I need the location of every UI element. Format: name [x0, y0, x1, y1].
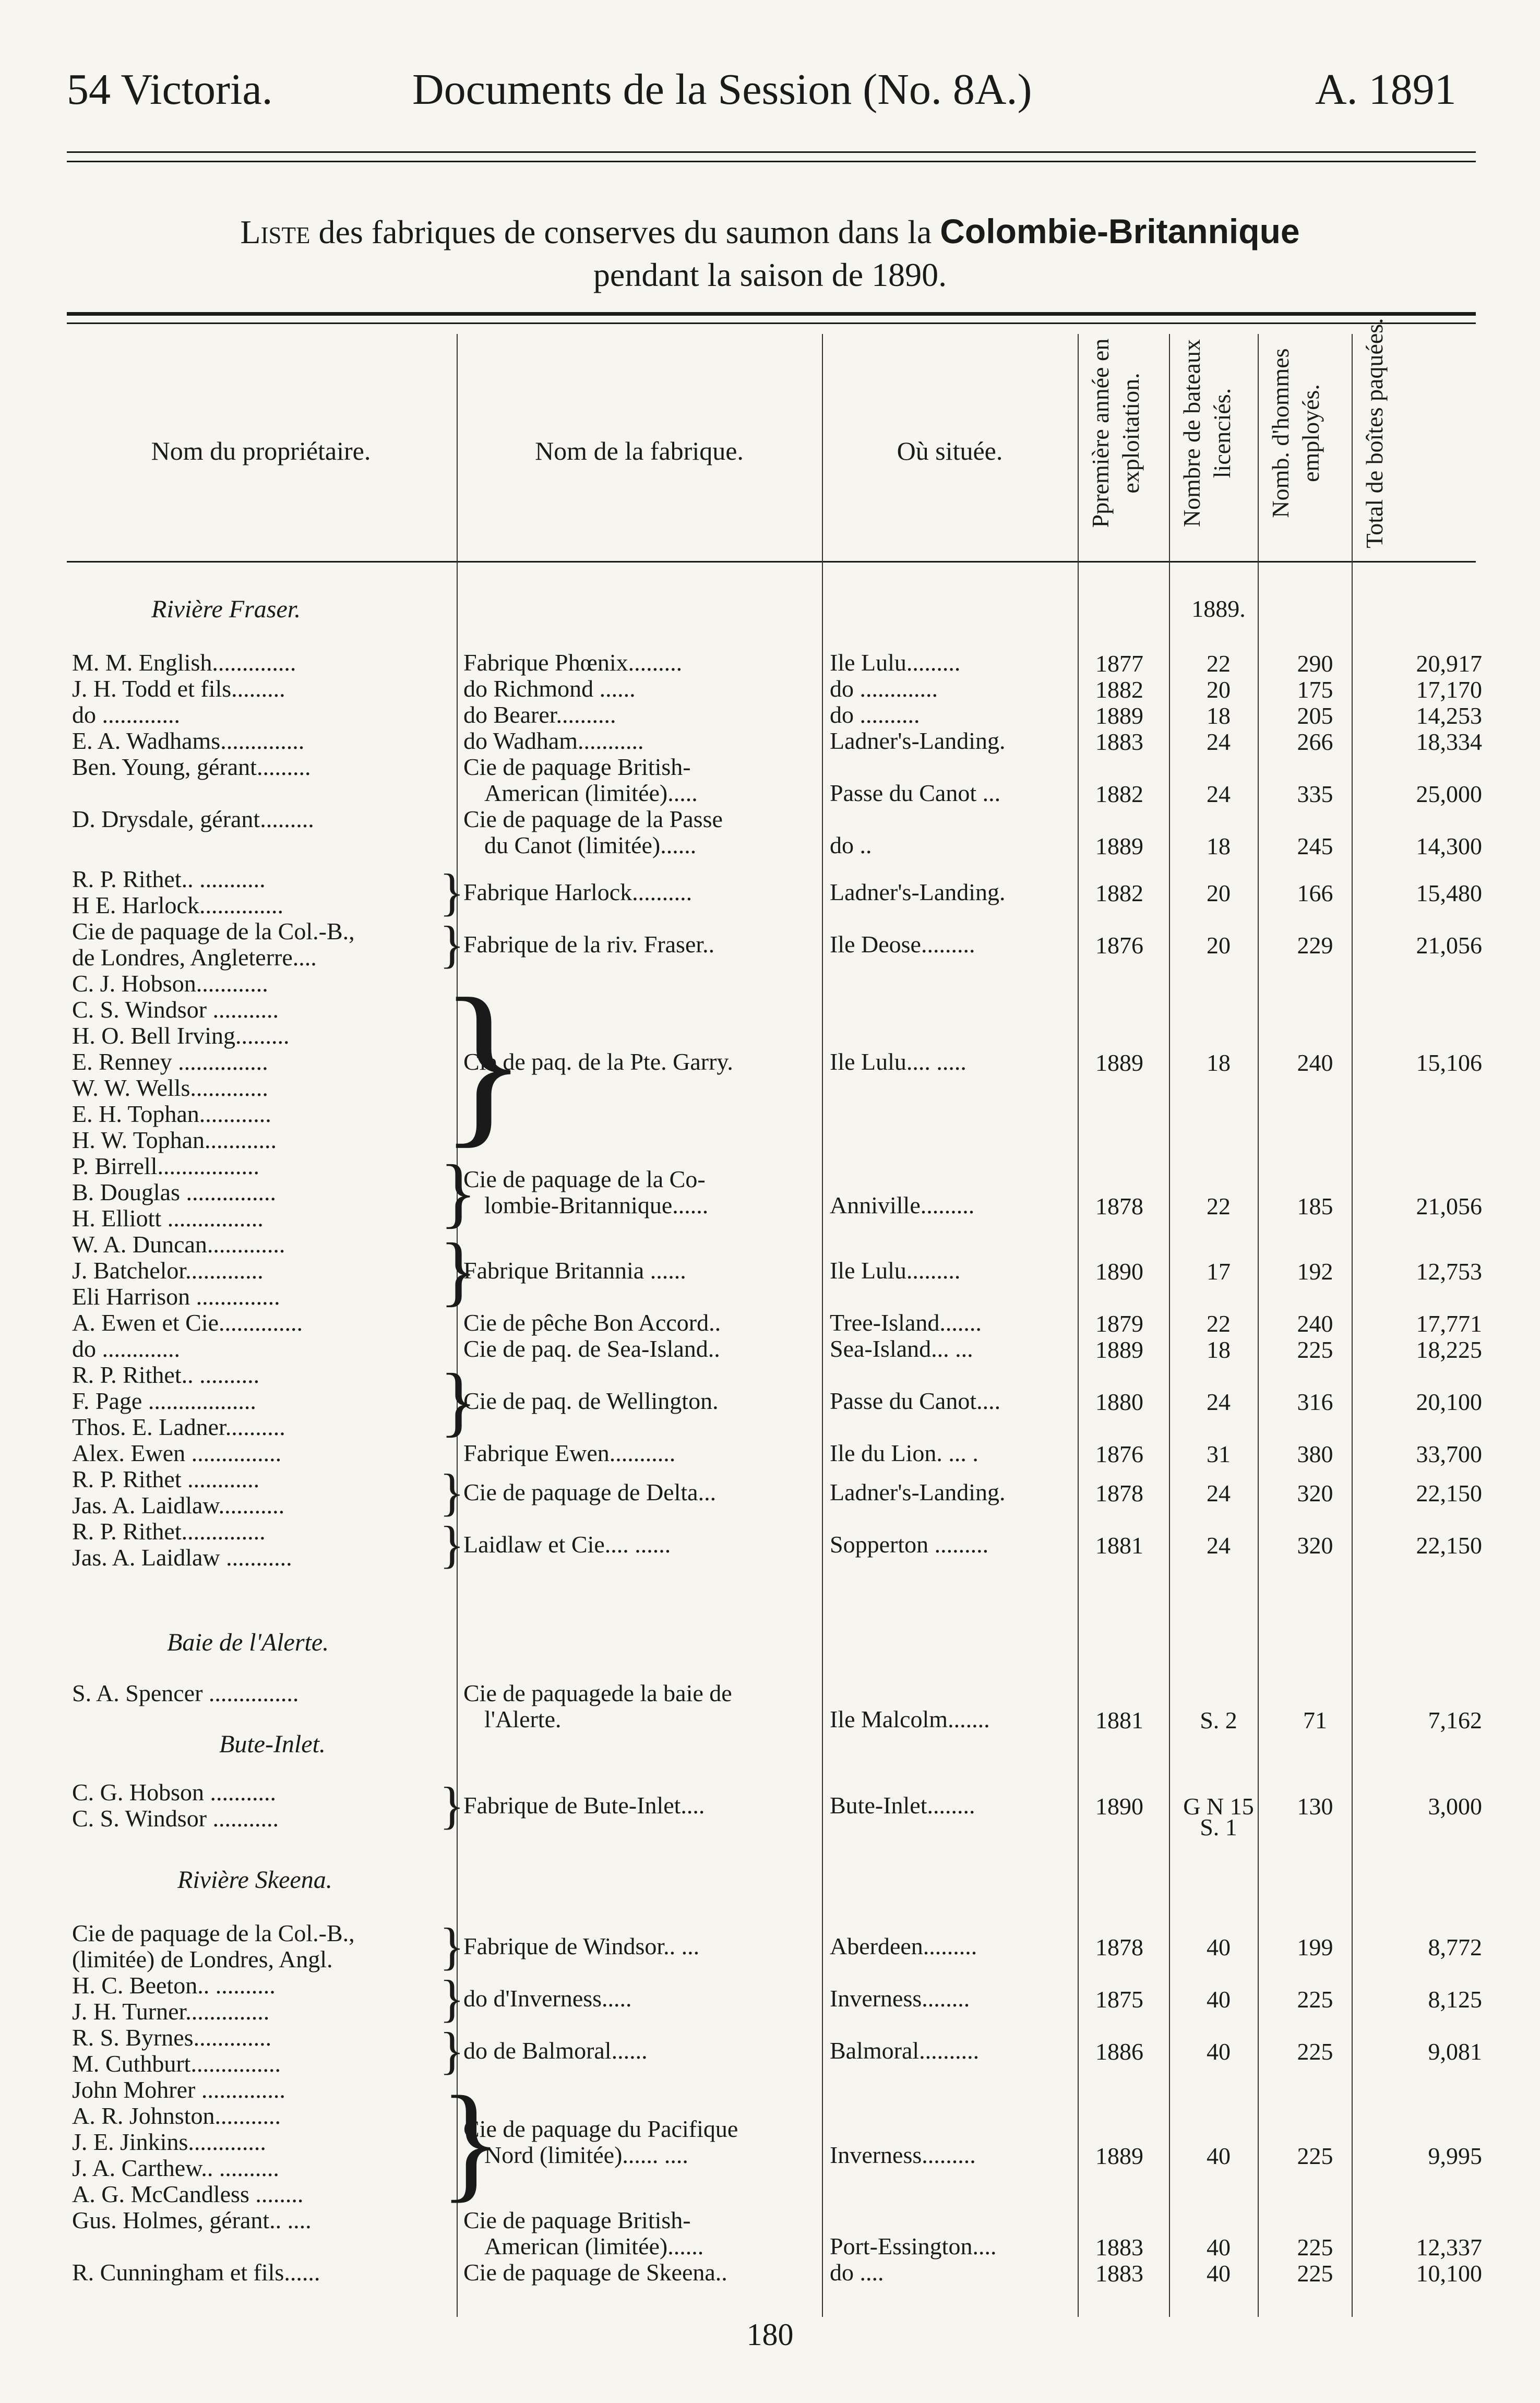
owner-name: R. S. Byrnes.............	[72, 2024, 272, 2051]
boxes-total: 17,170	[1416, 676, 1482, 703]
boxes-total: 20,100	[1416, 1389, 1482, 1415]
boxes-total: 9,995	[1428, 2143, 1482, 2169]
men-count: 225	[1297, 2038, 1333, 2065]
location: Ladner's-Landing.	[830, 879, 1006, 905]
owner-name: E. H. Tophan............	[72, 1101, 271, 1127]
owner-name: do .............	[72, 1335, 180, 1362]
factory-name: Fabrique de la riv. Fraser..	[463, 931, 715, 958]
boxes-total: 18,225	[1416, 1336, 1482, 1363]
boats-count: 24	[1207, 1532, 1231, 1559]
owner-name: S. A. Spencer ...............	[72, 1680, 299, 1706]
factory-name-cont: du Canot (limitée)......	[484, 832, 697, 858]
factory-name-cont: lombie-Britannique......	[484, 1192, 709, 1218]
owner-name: John Mohrer ..............	[72, 2076, 285, 2103]
factory-name: Cie de paquage de Skeena..	[463, 2259, 727, 2286]
owner-name: J. E. Jinkins.............	[72, 2129, 266, 2155]
location: Ladner's-Landing.	[830, 1479, 1006, 1505]
men-count: 185	[1297, 1193, 1333, 1220]
men-count: 225	[1297, 2260, 1333, 2287]
owner-name: W. W. Wells.............	[72, 1074, 268, 1101]
first-year: 1889	[1095, 833, 1143, 859]
column-divider	[1258, 334, 1259, 2317]
boats-count: G N 15	[1183, 1793, 1254, 1820]
boats-count: 20	[1207, 880, 1231, 906]
owner-name: A. R. Johnston...........	[72, 2102, 281, 2129]
owner-name: J. H. Turner..............	[72, 1998, 270, 2025]
column-divider	[822, 334, 823, 2317]
location: Ladner's-Landing.	[830, 727, 1006, 754]
boxes-total: 14,253	[1416, 702, 1482, 729]
boats-count: S. 2	[1200, 1707, 1237, 1733]
owner-name: M. Cuthburt...............	[72, 2050, 281, 2077]
first-year: 1881	[1095, 1707, 1143, 1733]
first-year: 1889	[1095, 1049, 1143, 1076]
boats-count: 40	[1207, 2143, 1231, 2169]
brace: }	[439, 1463, 464, 1521]
boats-count: 40	[1207, 1934, 1231, 1960]
header-rule-top	[67, 151, 1476, 153]
owner-name: C. G. Hobson ...........	[72, 1779, 277, 1806]
boats-count-second: S. 1	[1200, 1814, 1237, 1840]
first-year: 1883	[1095, 728, 1143, 755]
owner-name: Jas. A. Laidlaw...........	[72, 1492, 285, 1519]
owner-name: W. A. Duncan.............	[72, 1231, 285, 1258]
owner-name: H. Elliott ................	[72, 1205, 264, 1232]
title-liste: Liste	[240, 213, 311, 250]
boxes-total: 18,334	[1416, 728, 1482, 755]
men-count: 166	[1297, 880, 1333, 906]
men-count: 225	[1297, 1336, 1333, 1363]
owner-name: A. G. McCandless ........	[72, 2181, 304, 2207]
section-alerte: Baie de l'Alerte.	[167, 1629, 329, 1656]
boxes-total: 15,480	[1416, 880, 1482, 906]
header-rule-bottom	[67, 161, 1476, 162]
boxes-total: 25,000	[1416, 781, 1482, 807]
first-year: 1883	[1095, 2234, 1143, 2261]
location: Sopperton .........	[830, 1531, 989, 1558]
location: Ile Lulu.........	[830, 649, 961, 676]
men-count: 240	[1297, 1049, 1333, 1076]
boats-count: 20	[1207, 932, 1231, 959]
boxes-total: 22,150	[1416, 1532, 1482, 1559]
first-year: 1881	[1095, 1532, 1143, 1559]
owner-name: D. Drysdale, gérant.........	[72, 806, 314, 832]
men-count: 380	[1297, 1441, 1333, 1467]
location: Ile du Lion. ... .	[830, 1440, 978, 1466]
boats-count: 40	[1207, 2260, 1231, 2287]
factory-name-cont: American (limitée)......	[484, 2233, 704, 2259]
brace: }	[439, 1227, 477, 1314]
factory-name: do Richmond ......	[463, 675, 636, 702]
owner-name: Thos. E. Ladner..........	[72, 1414, 285, 1440]
owner-name: Eli Harrison ..............	[72, 1283, 280, 1310]
men-count: 335	[1297, 781, 1333, 807]
first-year: 1878	[1095, 1934, 1143, 1960]
owner-name: Jas. A. Laidlaw ...........	[72, 1544, 292, 1571]
col-header-owner: Nom du propriétaire.	[151, 436, 371, 465]
table-top-rule-thin	[67, 322, 1476, 324]
owner-name: A. Ewen et Cie..............	[72, 1309, 303, 1336]
boxes-total: 7,162	[1428, 1707, 1482, 1733]
factory-name: Laidlaw et Cie.... ......	[463, 1531, 671, 1558]
location: Sea-Island... ...	[830, 1335, 973, 1362]
location: Anniville.........	[830, 1192, 975, 1218]
owner-name: M. M. English..............	[72, 649, 296, 676]
column-divider	[1078, 334, 1079, 2317]
owner-name: Gus. Holmes, gérant.. ....	[72, 2207, 312, 2233]
boats-count: 18	[1207, 833, 1231, 859]
factory-name: Fabrique Phœnix.........	[463, 649, 683, 676]
boxes-total: 21,056	[1416, 932, 1482, 959]
brace: }	[439, 1776, 464, 1834]
location: Port-Essington....	[830, 2233, 997, 2259]
first-year: 1889	[1095, 1336, 1143, 1363]
boats-count: 24	[1207, 728, 1231, 755]
men-count: 266	[1297, 728, 1333, 755]
boats-count: 24	[1207, 1480, 1231, 1507]
col-header-first-year: Ppremière année en exploitation.	[1087, 338, 1144, 528]
section-bute: Bute-Inlet.	[219, 1730, 326, 1758]
boats-count: 31	[1207, 1441, 1231, 1467]
first-year: 1876	[1095, 1441, 1143, 1467]
owner-name: Alex. Ewen ...............	[72, 1440, 282, 1466]
factory-name: Fabrique Ewen...........	[463, 1440, 676, 1466]
owner-name: C. S. Windsor ...........	[72, 996, 279, 1023]
brace: }	[439, 1917, 464, 1975]
page-number: 180	[746, 2317, 794, 2352]
factory-name: do Bearer..........	[463, 701, 616, 728]
first-year: 1890	[1095, 1793, 1143, 1820]
boxes-total: 15,106	[1416, 1049, 1482, 1076]
owner-name: H E. Harlock..............	[72, 892, 283, 918]
first-year: 1880	[1095, 1389, 1143, 1415]
boats-count: 18	[1207, 702, 1231, 729]
factory-name-cont: l'Alerte.	[484, 1706, 562, 1732]
boats-count: 24	[1207, 781, 1231, 807]
first-year: 1883	[1095, 2260, 1143, 2287]
boxes-total: 10,100	[1416, 2260, 1482, 2287]
men-count: 245	[1297, 833, 1333, 859]
first-year: 1879	[1095, 1310, 1143, 1337]
boxes-total: 22,150	[1416, 1480, 1482, 1507]
boxes-total: 9,081	[1428, 2038, 1482, 2065]
title-region: Colombie-Britannique	[940, 212, 1300, 250]
table-title	[0, 211, 1540, 252]
boats-count: 22	[1207, 1193, 1231, 1220]
men-count: 320	[1297, 1532, 1333, 1559]
brace: }	[439, 1969, 464, 2027]
boats-count: 17	[1207, 1258, 1231, 1285]
men-count: 240	[1297, 1310, 1333, 1337]
location: Inverness........	[830, 1985, 970, 2012]
owner-name: J. H. Todd et fils.........	[72, 675, 285, 702]
location: do ..	[830, 832, 872, 858]
title-line2: pendant la saison de 1890.	[593, 256, 947, 293]
owner-name: Ben. Young, gérant.........	[72, 754, 311, 780]
boxes-total: 12,753	[1416, 1258, 1482, 1285]
boats-count: 40	[1207, 2234, 1231, 2261]
first-year: 1882	[1095, 880, 1143, 906]
factory-name-cont: Nord (limitée)...... ....	[484, 2142, 688, 2168]
owner-name: R. P. Rithet.. ..........	[72, 1361, 260, 1388]
boxes-total: 3,000	[1428, 1793, 1482, 1820]
factory-name: do de Balmoral......	[463, 2037, 648, 2064]
owner-name: de Londres, Angleterre....	[72, 944, 317, 971]
factory-name: Cie de paquage du Pacifique	[463, 2115, 738, 2142]
owner-name: E. Renney ...............	[72, 1048, 268, 1075]
boxes-total: 20,917	[1416, 650, 1482, 677]
owner-name: H. W. Tophan............	[72, 1127, 277, 1153]
brace: }	[439, 1149, 477, 1236]
first-year: 1878	[1095, 1480, 1143, 1507]
owner-name: C. J. Hobson............	[72, 970, 268, 997]
factory-name: Cie de paq. de Wellington.	[463, 1388, 719, 1414]
table-top-rule	[67, 312, 1476, 316]
boats-count: 24	[1207, 1389, 1231, 1415]
factory-name: do d'Inverness.....	[463, 1985, 632, 2012]
factory-name: Fabrique Britannia ......	[463, 1257, 686, 1284]
factory-name: Cie de paquage British-	[463, 2207, 691, 2233]
factory-name: Cie de paquage de la Passe	[463, 806, 723, 832]
section-skeena: Rivière Skeena.	[177, 1866, 332, 1894]
men-count: 225	[1297, 1986, 1333, 2013]
men-count: 192	[1297, 1258, 1333, 1285]
col-header-location: Où située.	[897, 436, 1003, 465]
factory-name: Cie de paq. de Sea-Island..	[463, 1335, 720, 1362]
factory-name: Fabrique de Windsor.. ...	[463, 1933, 700, 1959]
owner-name: (limitée) de Londres, Angl.	[72, 1946, 333, 1972]
boxes-total: 8,125	[1428, 1986, 1482, 2013]
location: Ile Lulu.........	[830, 1257, 961, 1284]
men-count: 175	[1297, 676, 1333, 703]
factory-name: Cie de paquage de Delta...	[463, 1479, 717, 1505]
boxes-total: 33,700	[1416, 1441, 1482, 1467]
first-year: 1875	[1095, 1986, 1143, 2013]
boxes-total: 14,300	[1416, 833, 1482, 859]
factory-name: Fabrique Harlock..........	[463, 879, 693, 905]
first-year: 1889	[1095, 2143, 1143, 2169]
header-right: A. 1891	[1315, 65, 1457, 114]
men-count: 290	[1297, 650, 1333, 677]
factory-name: Fabrique de Bute-Inlet....	[463, 1792, 705, 1819]
brace: }	[439, 1515, 464, 1573]
boats-count: 22	[1207, 650, 1231, 677]
location: Passe du Canot ...	[830, 780, 1001, 806]
location: do .............	[830, 675, 938, 702]
first-year: 1878	[1095, 1193, 1143, 1220]
location: Ile Lulu.... .....	[830, 1048, 966, 1075]
brace: }	[439, 863, 464, 921]
first-year: 1890	[1095, 1258, 1143, 1285]
owner-name: do .............	[72, 701, 180, 728]
section-fraser: Rivière Fraser.	[151, 595, 301, 623]
men-count: 205	[1297, 702, 1333, 729]
owner-name: Cie de paquage de la Col.-B.,	[72, 918, 355, 945]
owner-name: E. A. Wadhams..............	[72, 727, 305, 754]
header-left: 54 Victoria.	[67, 65, 273, 114]
men-count: 316	[1297, 1389, 1333, 1415]
location: Ile Malcolm.......	[830, 1706, 990, 1732]
owner-name: F. Page ..................	[72, 1388, 256, 1414]
first-year: 1889	[1095, 702, 1143, 729]
boats-count: 18	[1207, 1049, 1231, 1076]
boats-count: 40	[1207, 2038, 1231, 2065]
col-header-boxes: Total de boîtes paquées.	[1361, 318, 1388, 548]
brace: }	[439, 961, 527, 1163]
boats-count: 40	[1207, 1986, 1231, 2013]
brace: }	[439, 2070, 502, 2214]
factory-name: Cie de paquage British-	[463, 754, 691, 780]
location: Bute-Inlet........	[830, 1792, 975, 1819]
men-count: 199	[1297, 1934, 1333, 1960]
boats-count: 18	[1207, 1336, 1231, 1363]
owner-name: H. O. Bell Irving.........	[72, 1022, 290, 1049]
first-year: 1882	[1095, 781, 1143, 807]
factory-name: Cie de paquage de la Co-	[463, 1166, 706, 1192]
factory-name: Cie de pêche Bon Accord..	[463, 1309, 721, 1336]
boxes-total: 12,337	[1416, 2234, 1482, 2261]
title-line1: des fabriques de conserves du saumon dans la	[318, 213, 932, 250]
men-count: 130	[1297, 1793, 1333, 1820]
boats-count: 20	[1207, 676, 1231, 703]
men-count: 320	[1297, 1480, 1333, 1507]
owner-name: P. Birrell.................	[72, 1153, 260, 1179]
brace: }	[439, 2022, 464, 2079]
first-year: 1886	[1095, 2038, 1143, 2065]
men-count: 225	[1297, 2234, 1333, 2261]
location: Aberdeen.........	[830, 1933, 977, 1959]
first-year: 1877	[1095, 650, 1143, 677]
factory-name: Cie de paq. de la Pte. Garry.	[463, 1048, 733, 1075]
owner-name: B. Douglas ...............	[72, 1179, 276, 1205]
col-header-men: Nomb. d'hommes employés.	[1267, 348, 1324, 518]
men-count: 71	[1303, 1707, 1327, 1733]
owner-name: R. P. Rithet.. ...........	[72, 866, 266, 892]
brace: }	[439, 915, 464, 973]
column-divider	[1169, 334, 1170, 2317]
first-year: 1882	[1095, 676, 1143, 703]
boxes-total: 21,056	[1416, 1193, 1482, 1220]
owner-name: J. Batchelor.............	[72, 1257, 264, 1284]
owner-name: C. S. Windsor ...........	[72, 1805, 279, 1832]
owner-name: R. Cunningham et fils......	[72, 2259, 320, 2286]
location: do ..........	[830, 701, 920, 728]
men-count: 225	[1297, 2143, 1333, 2169]
first-year: 1876	[1095, 932, 1143, 959]
factory-name: do Wadham...........	[463, 727, 644, 754]
factory-name-cont: American (limitée).....	[484, 780, 698, 806]
section-fraser-year: 1889.	[1191, 595, 1246, 622]
brace: }	[439, 1358, 477, 1444]
owner-name: Cie de paquage de la Col.-B.,	[72, 1920, 355, 1946]
boats-count: 22	[1207, 1310, 1231, 1337]
owner-name: R. P. Rithet ............	[72, 1466, 260, 1492]
owner-name: J. A. Carthew.. ..........	[72, 2155, 279, 2181]
men-count: 229	[1297, 932, 1333, 959]
col-header-factory: Nom de la fabrique.	[535, 436, 744, 465]
col-header-boats: Nombre de bateaux licenciés.	[1178, 339, 1235, 528]
location: do ....	[830, 2259, 884, 2286]
owner-name: H. C. Beeton.. ..........	[72, 1972, 276, 1999]
location: Inverness.........	[830, 2142, 976, 2168]
factory-name: Cie de paquagede la baie de	[463, 1680, 732, 1706]
location: Tree-Island.......	[830, 1309, 982, 1336]
location: Balmoral..........	[830, 2037, 980, 2064]
owner-name: R. P. Rithet..............	[72, 1518, 266, 1545]
boxes-total: 17,771	[1416, 1310, 1482, 1337]
location: Ile Deose.........	[830, 931, 975, 958]
header-center: Documents de la Session (No. 8A.)	[412, 65, 1032, 114]
boxes-total: 8,772	[1428, 1934, 1482, 1960]
location: Passe du Canot....	[830, 1388, 1001, 1414]
column-header-rule	[67, 561, 1476, 563]
